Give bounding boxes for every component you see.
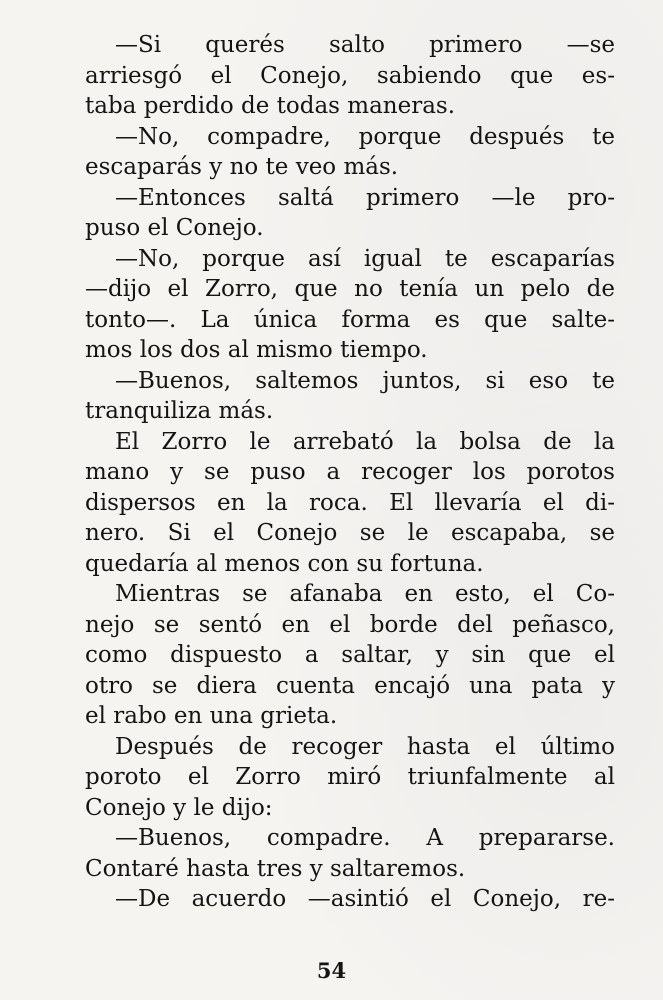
text-line: taba perdido de todas maneras. [85,93,456,119]
text-line: mano y se puso a recoger los porotos [85,459,615,485]
paragraph [85,183,615,244]
text-line: nejo se sentó en el borde del peñasco, [85,611,615,638]
paragraph [85,122,615,183]
text-line: —Entonces saltá primero —le pro- [115,184,615,211]
paragraph [85,30,615,122]
page-number: 54 [316,958,347,983]
paragraph [85,884,615,915]
text-line: tonto—. La única forma es que salte- [85,306,615,333]
paragraph [85,732,615,824]
text-line: tranquiliza más. [85,398,274,424]
text-line: Contaré hasta tres y saltaremos. [85,855,466,882]
paragraph [85,823,615,884]
text-line: —No, compadre, porque después te [115,123,615,150]
text-line: —Buenos, saltemos juntos, si eso te [115,367,615,394]
text-line: —dijo el Zorro, que no tenía un pelo de [85,276,615,302]
text-line: poroto el Zorro miró triunfalmente al [85,764,615,790]
story-text [85,30,615,915]
text-line: —Buenos, compadre. A prepararse. [115,825,615,851]
text-line: El Zorro le arrebató la bolsa de la [115,428,615,455]
text-line: —No, porque así igual te escaparías [115,245,615,272]
text-line: arriesgó el Conejo, sabiendo que es- [85,62,615,89]
text-line: el rabo en una grieta. [85,703,338,729]
paragraph [85,579,615,732]
text-line: como dispuesto a saltar, y sin que el [85,642,615,668]
text-line: —De acuerdo —asintió el Conejo, re- [115,886,615,912]
text-line: Mientras se afanaba en esto, el Co- [115,581,615,607]
text-line: dispersos en la roca. El llevaría el di- [85,489,615,516]
text-line: puso el Conejo. [85,215,264,241]
paragraph [85,427,615,580]
text-line: Después de recoger hasta el último [115,733,615,760]
text-line: —Si querés salto primero —se [115,32,615,58]
text-line: quedaría al menos con su fortuna. [85,550,484,577]
text-line: Conejo y le dijo: [85,794,273,821]
text-line: otro se diera cuenta encajó una pata y [85,672,615,699]
text-line: mos los dos al mismo tiempo. [85,337,428,363]
paragraph [85,244,615,366]
text-line: nero. Si el Conejo se le escapaba, se [85,520,615,546]
text-line: escaparás y no te veo más. [85,154,399,180]
paragraph [85,366,615,427]
